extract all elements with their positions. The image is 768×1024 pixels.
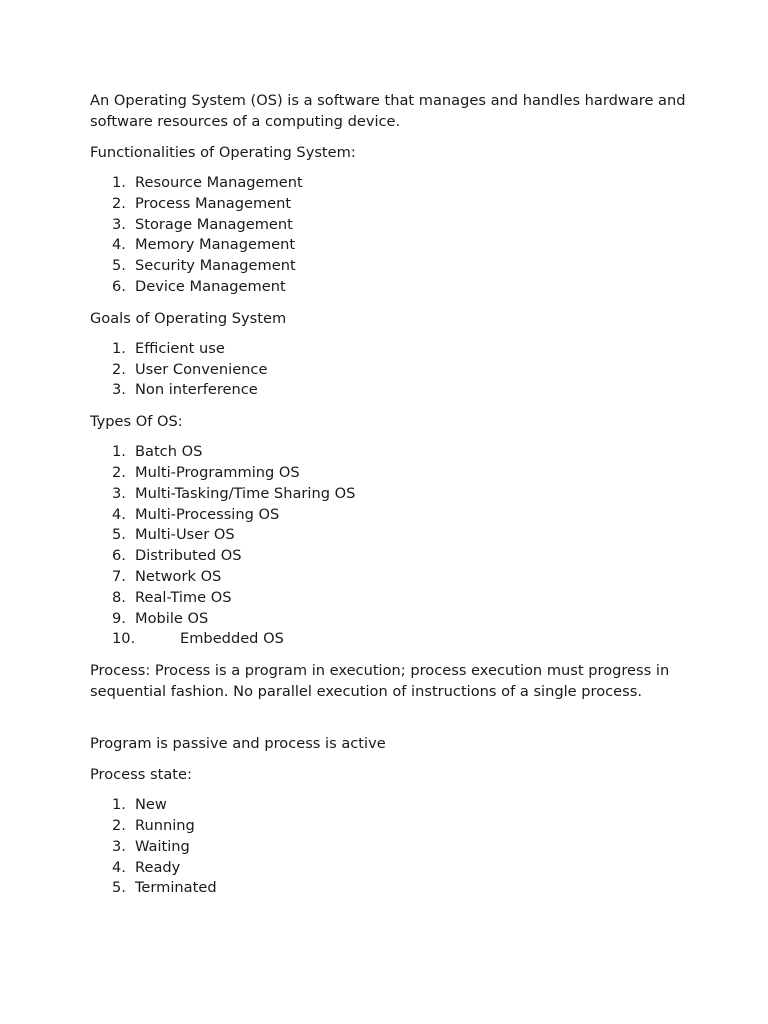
list-item bbox=[90, 609, 690, 630]
functionalities-heading: Functionalities of Operating System: bbox=[90, 144, 356, 161]
list-item bbox=[90, 837, 690, 858]
list-item-text: Distributed OS bbox=[135, 547, 242, 565]
list-item bbox=[90, 277, 690, 298]
list-item-text: Process Management bbox=[135, 194, 292, 212]
list-number: 3. bbox=[112, 381, 126, 399]
list-item-text: Resource Management bbox=[135, 174, 303, 191]
list-item bbox=[90, 629, 690, 650]
list-number: 5. bbox=[112, 526, 126, 544]
list-item-text: Non interference bbox=[135, 381, 258, 399]
list-item-text: Mobile OS bbox=[135, 609, 209, 627]
list-item-text: Terminated bbox=[135, 879, 217, 897]
list-number: 2. bbox=[112, 194, 126, 212]
process-paragraph: Process: Process is a program in execution; process execution must progress in sequential fashion. No parallel execution of instructions of a single process. bbox=[90, 662, 670, 701]
list-number: 6. bbox=[112, 277, 126, 295]
list-item bbox=[90, 463, 690, 484]
list-number: 6. bbox=[112, 547, 126, 565]
list-number: 3. bbox=[112, 215, 126, 233]
list-item bbox=[90, 442, 690, 463]
list-item bbox=[90, 256, 690, 277]
list-item bbox=[90, 505, 690, 526]
list-number: 1. bbox=[112, 339, 126, 357]
process-state-heading: Process state: bbox=[90, 766, 192, 784]
list-item bbox=[90, 567, 690, 588]
list-number: 8. bbox=[112, 588, 126, 606]
list-number: 4. bbox=[112, 236, 126, 254]
list-number: 1. bbox=[112, 174, 126, 191]
list-item-text: Efficient use bbox=[135, 339, 225, 357]
list-item bbox=[90, 525, 690, 546]
goals-heading: Goals of Operating System bbox=[90, 309, 287, 327]
list-item bbox=[90, 878, 690, 899]
list-number: 4. bbox=[112, 858, 126, 876]
functionalities-list bbox=[90, 173, 690, 298]
intro-paragraph: An Operating System (OS) is a software that manages and handles hardware and software resources of a computing device. bbox=[90, 92, 686, 130]
list-item-text: Memory Management bbox=[135, 236, 296, 254]
list-number: 1. bbox=[112, 443, 126, 461]
list-item bbox=[90, 795, 690, 816]
list-item-text: New bbox=[135, 796, 167, 814]
types-list bbox=[90, 442, 690, 650]
list-number: 4. bbox=[112, 505, 126, 523]
document-page bbox=[90, 90, 690, 909]
list-item bbox=[90, 484, 690, 505]
list-item-text: Batch OS bbox=[135, 443, 203, 461]
program-passive-paragraph: Program is passive and process is active bbox=[90, 735, 386, 753]
list-item bbox=[90, 858, 690, 879]
list-item-text: Device Management bbox=[135, 277, 286, 295]
list-item bbox=[90, 380, 690, 401]
list-item bbox=[90, 235, 690, 256]
list-item-text: Multi-Programming OS bbox=[135, 463, 300, 481]
list-item bbox=[90, 588, 690, 609]
list-number: 3. bbox=[112, 837, 126, 855]
list-number: 3. bbox=[112, 484, 126, 502]
list-item-text: Ready bbox=[135, 858, 181, 876]
list-item-text: Multi-Processing OS bbox=[135, 505, 280, 523]
list-item bbox=[90, 194, 690, 215]
list-number: 9. bbox=[112, 609, 126, 627]
list-number: 2. bbox=[112, 463, 126, 481]
list-number: 10. bbox=[112, 630, 136, 648]
list-item-text: Security Management bbox=[135, 257, 296, 275]
process-states-list bbox=[90, 795, 690, 899]
goals-list bbox=[90, 339, 690, 401]
list-number: 1. bbox=[112, 796, 126, 814]
list-item-text: Running bbox=[135, 816, 195, 834]
list-item bbox=[90, 546, 690, 567]
list-number: 2. bbox=[112, 816, 126, 834]
list-item-text: Multi-User OS bbox=[135, 526, 235, 544]
list-number: 7. bbox=[112, 567, 126, 585]
list-number: 5. bbox=[112, 257, 126, 275]
list-number: 5. bbox=[112, 879, 126, 897]
list-item bbox=[90, 215, 690, 236]
list-item-text: User Convenience bbox=[135, 360, 268, 378]
list-item bbox=[90, 339, 690, 360]
list-item bbox=[90, 816, 690, 837]
list-item bbox=[90, 173, 690, 194]
list-item-text: Embedded OS bbox=[180, 630, 284, 648]
list-item-text: Storage Management bbox=[135, 215, 293, 233]
list-item-text: Real-Time OS bbox=[135, 588, 232, 606]
list-item-text: Network OS bbox=[135, 567, 222, 585]
list-number: 2. bbox=[112, 360, 126, 378]
list-item-text: Waiting bbox=[135, 837, 190, 855]
list-item bbox=[90, 360, 690, 381]
list-item-text: Multi-Tasking/Time Sharing OS bbox=[135, 484, 356, 502]
types-heading: Types Of OS: bbox=[90, 413, 183, 431]
